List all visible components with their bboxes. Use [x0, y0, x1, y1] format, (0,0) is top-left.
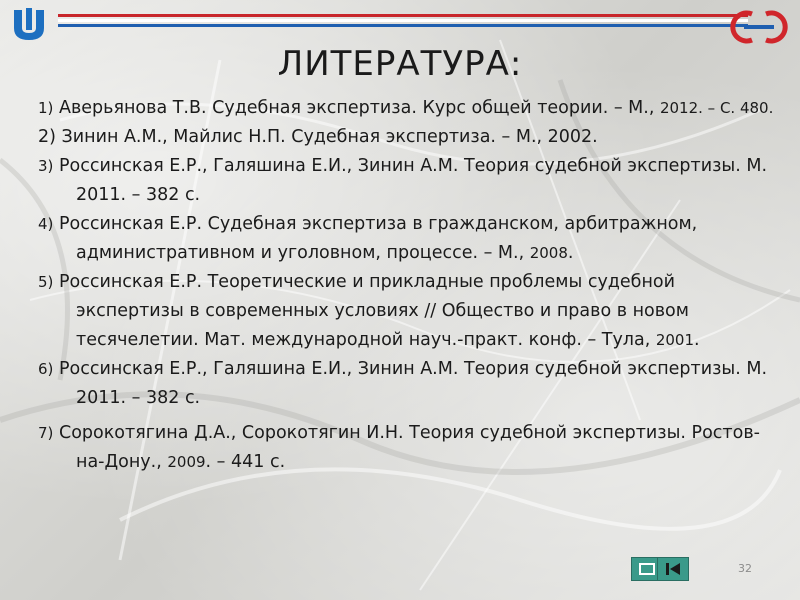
list-item: 4) Россинская Е.Р. Судебная экспертиза в гражданском, арбитражном, административном и уголовном, процессе. – М., 2008. — [38, 214, 698, 263]
list-item: 1) Аверьянова Т.В. Судебная экспертиза. Курс общей теории. – М., 2012. – С. 480. — [38, 98, 774, 118]
list-item: 3) Россинская Е.Р., Галяшина Е.И., Зинин А.М. Теория судебной экспертизы. М. 2011. – 382 с. — [38, 156, 768, 205]
list-item: 2) Зинин А.М., Майлис Н.П. Судебная экспертиза. – М., 2002. — [38, 127, 598, 147]
back-to-start-icon — [662, 561, 684, 577]
list-item: 6) Россинская Е.Р., Галяшина Е.И., Зинин А.М. Теория судебной экспертизы. М. 2011. – 382 с. — [38, 359, 768, 408]
university-logo-icon — [6, 6, 52, 44]
se-logo-icon — [724, 6, 794, 48]
list-item: 5) Россинская Е.Р. Теоретические и прикладные проблемы судебной экспертизы в современных условиях // Общество и право в новом тесячелетии. Мат. международной науч.-практ. конф. – Тула, 2001. — [38, 272, 700, 350]
page-title: ЛИТЕРАТУРА: — [277, 44, 523, 84]
list-item: 7) Сорокотягина Д.А., Сорокотягин И.Н. Теория судебной экспертизы. Ростов-на-Дону., 2009. – 441 с. — [38, 423, 760, 472]
header-stripe — [0, 0, 800, 46]
page-number: 32 — [738, 562, 752, 575]
reference-list — [38, 94, 778, 477]
back-to-start-button[interactable] — [657, 557, 689, 581]
home-icon — [636, 561, 658, 577]
